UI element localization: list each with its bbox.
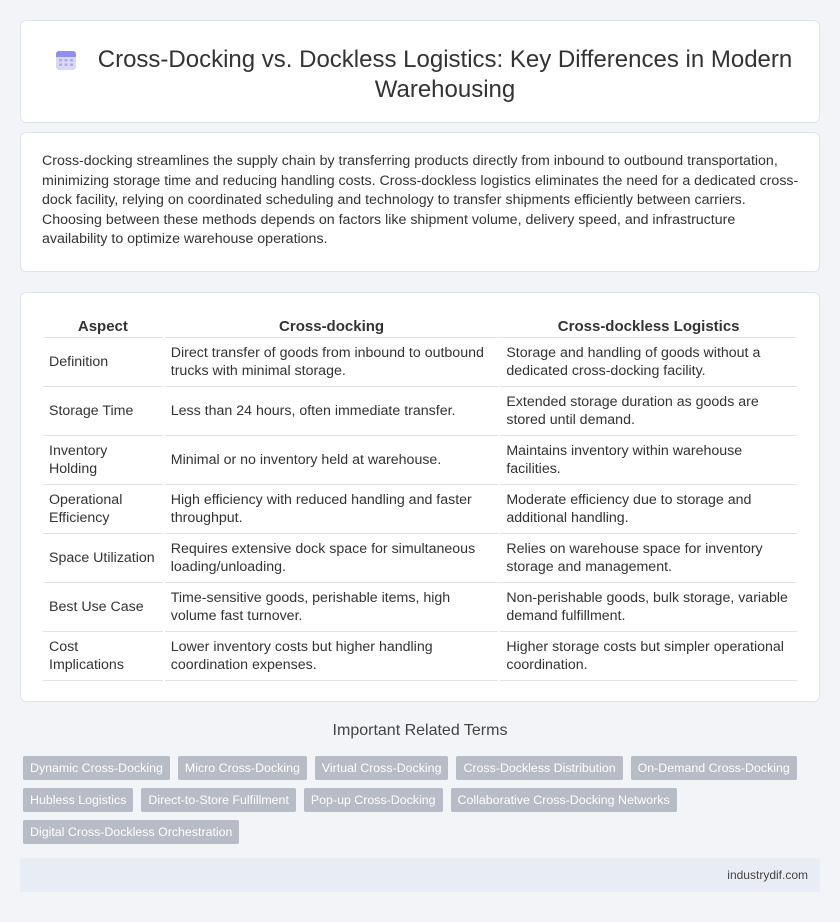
aspect-cell: Cost Implications [43, 632, 163, 681]
cross-docking-cell: Requires extensive dock space for simultaneous loading/unloading. [165, 534, 499, 583]
table-row [43, 338, 797, 387]
table-row [43, 387, 797, 436]
related-term-tag[interactable]: Digital Cross-Dockless Orchestration [23, 820, 239, 844]
related-term-tag[interactable]: Cross-Dockless Distribution [456, 756, 622, 780]
table-row [43, 436, 797, 485]
related-terms-list [23, 756, 803, 844]
cross-dockless-cell: Non-perishable goods, bulk storage, variable demand fulfillment. [500, 583, 797, 632]
related-term-tag[interactable]: Micro Cross-Docking [178, 756, 307, 780]
intro-card [20, 132, 820, 272]
cross-docking-cell: Minimal or no inventory held at warehouse. [165, 436, 499, 485]
related-term-tag[interactable]: Direct-to-Store Fulfillment [141, 788, 295, 812]
table-header-row [43, 313, 797, 338]
comparison-table [41, 313, 799, 681]
related-term-tag[interactable]: Collaborative Cross-Docking Networks [451, 788, 677, 812]
footer [20, 858, 820, 892]
aspect-cell: Space Utilization [43, 534, 163, 583]
title-card [20, 20, 820, 123]
cross-docking-cell: Lower inventory costs but higher handling coordination expenses. [165, 632, 499, 681]
intro-paragraph: Cross-docking streamlines the supply chain by transferring products directly from inbound to outbound transportation, minimizing storage time and reducing handling costs. Cross-dockless logistics eliminates the need for a dedicated cross-dock facility, relying on coordinated scheduling and technology to transfer shipments efficiently between carriers. Choosing between these methods depends on factors like shipment volume, delivery speed, and infrastructure availability to optimize warehouse operations. [42, 153, 799, 247]
related-term-tag[interactable]: Pop-up Cross-Docking [304, 788, 443, 812]
cross-docking-cell: Time-sensitive goods, perishable items, high volume fast turnover. [165, 583, 499, 632]
related-term-tag[interactable]: On-Demand Cross-Docking [631, 756, 797, 780]
cross-docking-cell: Direct transfer of goods from inbound to outbound trucks with minimal storage. [165, 338, 499, 387]
header-cross-dockless: Cross-dockless Logistics [500, 313, 797, 338]
page-title [21, 45, 819, 105]
related-term-tag[interactable]: Hubless Logistics [23, 788, 133, 812]
cross-docking-cell: High efficiency with reduced handling and faster throughput. [165, 485, 499, 534]
footer-site-link[interactable]: industrydif.com [727, 868, 808, 882]
header-cross-docking: Cross-docking [165, 313, 499, 338]
aspect-cell: Definition [43, 338, 163, 387]
related-term-tag[interactable]: Dynamic Cross-Docking [23, 756, 170, 780]
aspect-cell: Best Use Case [43, 583, 163, 632]
aspect-cell: Operational Efficiency [43, 485, 163, 534]
aspect-cell: Storage Time [43, 387, 163, 436]
header-aspect: Aspect [43, 313, 163, 338]
table-row [43, 632, 797, 681]
page-title-text: Cross-Docking vs. Dockless Logistics: Key Differences in Modern Warehousing [97, 46, 793, 103]
related-terms-heading: Important Related Terms [332, 722, 508, 739]
table-row [43, 534, 797, 583]
cross-dockless-cell: Moderate efficiency due to storage and additional handling. [500, 485, 797, 534]
related-term-tag[interactable]: Virtual Cross-Docking [315, 756, 449, 780]
cross-dockless-cell: Extended storage duration as goods are stored until demand. [500, 387, 797, 436]
table-row [43, 485, 797, 534]
cross-dockless-cell: Maintains inventory within warehouse facilities. [500, 436, 797, 485]
comparison-card [20, 292, 820, 702]
cross-dockless-cell: Storage and handling of goods without a dedicated cross-docking facility. [500, 338, 797, 387]
cross-docking-cell: Less than 24 hours, often immediate transfer. [165, 387, 499, 436]
aspect-cell: Inventory Holding [43, 436, 163, 485]
cross-dockless-cell: Relies on warehouse space for inventory storage and management. [500, 534, 797, 583]
cross-dockless-cell: Higher storage costs but simpler operational coordination. [500, 632, 797, 681]
table-row [43, 583, 797, 632]
